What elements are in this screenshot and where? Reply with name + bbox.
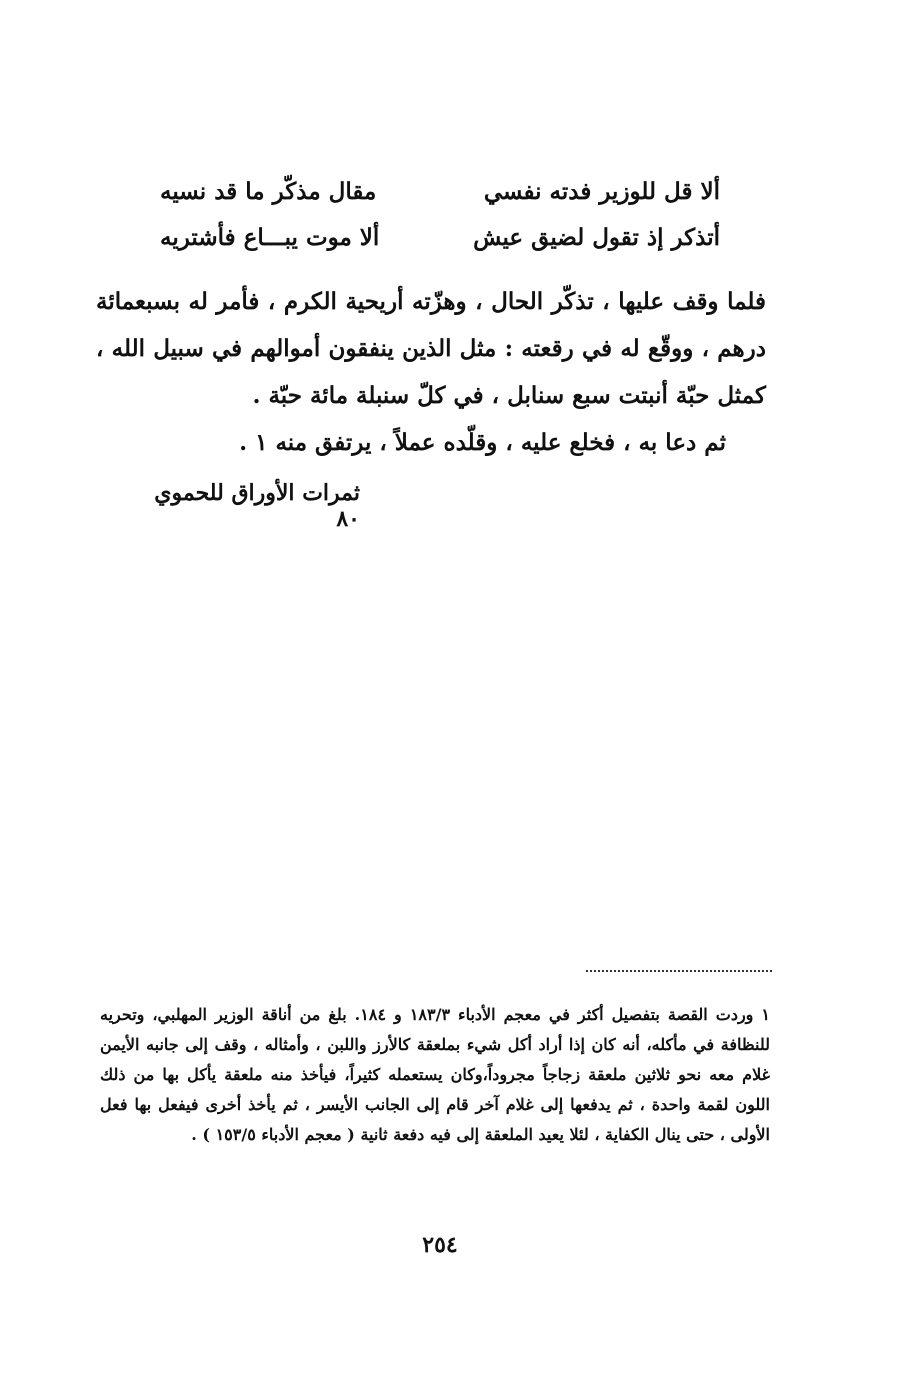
verse-first-hemistich: أتذكر إذ تقول لضيق عيش bbox=[473, 223, 720, 251]
poem-verse bbox=[160, 168, 720, 214]
footnote-text: ١ وردت القصة بتفصيل أكثر في معجم الأدباء ١٨٣/٣ و ١٨٤. بلغ من أناقة الوزير المهلبي، وتحريه للنظافة في مأكله، أنه كان إذا أراد أكل شيء بملعقة كالأرز واللبن ، وأمثاله ، وقف إلى جانبه الأيمن غلام معه نحو ثلاثين ملعقة زجاجاً مجروداً،وكان يستعمله كثيراً، فيأخذ منه ملعقة يأكل بها من ذلك اللون لقمة واحدة ، ثم يدفعها إلى غلام آخر قام إلى الجانب الأيسر ، ثم يأخذ أخرى فيفعل بها فعل الأولى ، حتى ينال الكفاية ، لئلا يعيد الملعقة إلى فيه دفعة ثانية ( معجم الأدباء ١٥٣/٥ ) . bbox=[100, 1005, 771, 1144]
prose-paragraph: ثم دعا به ، فخلع عليه ، وقلّده عملاً ، يرتفق منه ١ . bbox=[239, 429, 726, 456]
verse-first-hemistich: ألا قل للوزير فدته نفسي bbox=[483, 177, 720, 205]
footnote-divider bbox=[586, 970, 772, 972]
verse-second-hemistich: ألا موت يبـــاع فأشتريه bbox=[160, 223, 380, 251]
prose-paragraph: فلما وقف عليها ، تذكّر الحال ، وهزّته أريحية الكرم ، فأمر له بسبعمائة درهم ، ووقّع له في رقعته : مثل الذين ينفقون أموالهم في سبيل الله ، كمثل حبّة أنبتت سبع سنابل ، في كلّ سنبلة مائة حبّة . bbox=[96, 288, 766, 409]
poem-verse bbox=[160, 214, 720, 260]
page-number: ٢٥٤ bbox=[422, 1232, 458, 1258]
verse-second-hemistich: مقال مذكّر ما قد نسيه bbox=[160, 177, 377, 205]
footnote-item bbox=[100, 1000, 770, 1150]
footnotes bbox=[100, 1000, 770, 1150]
source-citation: ثمرات الأوراق للحموي ٨٠ bbox=[154, 480, 360, 532]
poem bbox=[160, 168, 720, 260]
prose-body bbox=[96, 278, 766, 466]
